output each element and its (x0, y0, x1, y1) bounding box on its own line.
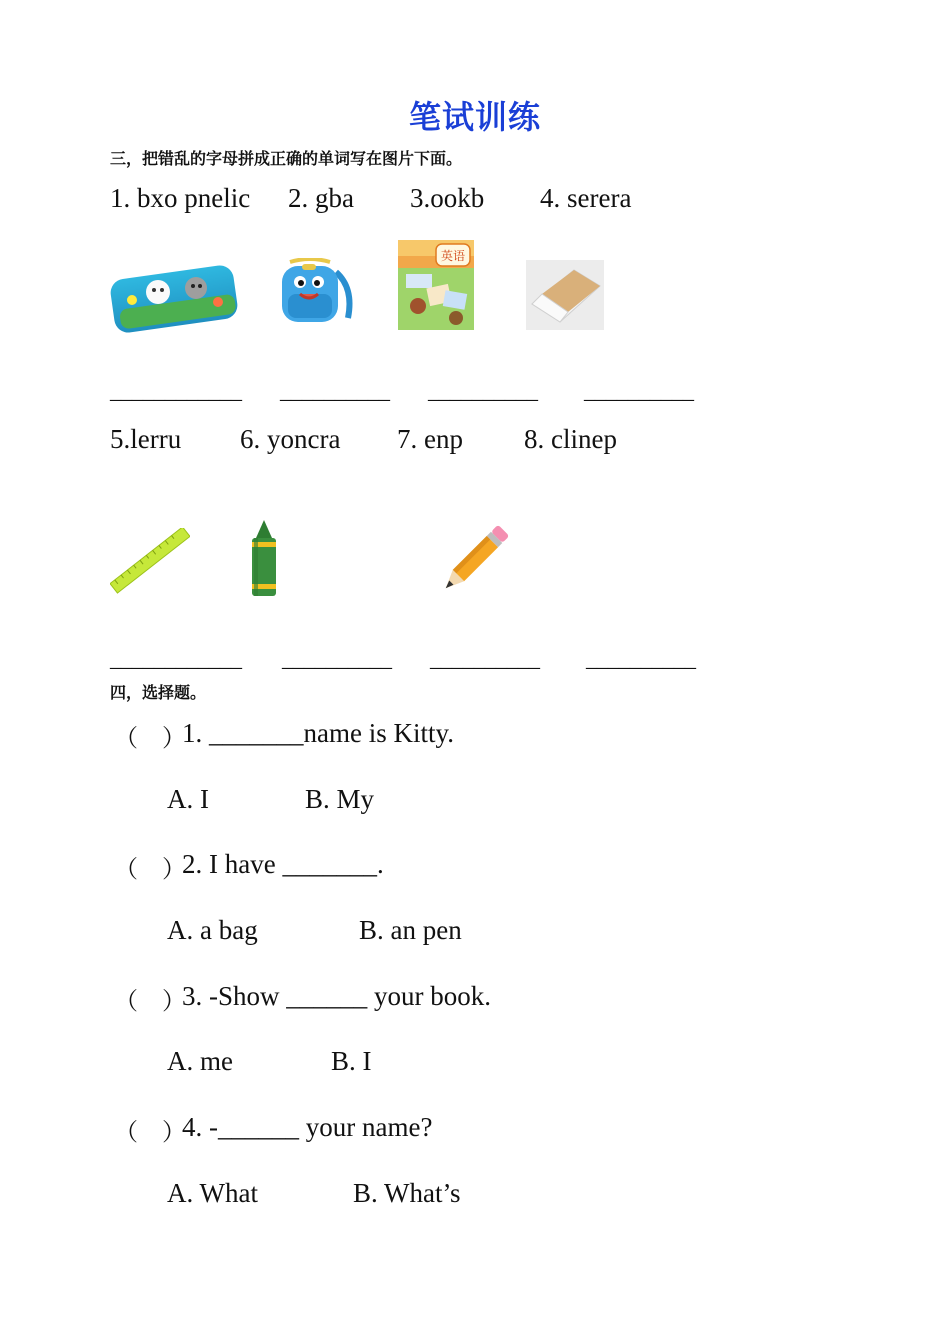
answer-paren-1[interactable]: （ ） (114, 726, 186, 752)
answer-blank-8[interactable]: __________ (586, 646, 696, 671)
answer-blank-3[interactable]: __________ (428, 378, 538, 403)
q3-option-a: A. me (167, 1046, 233, 1076)
question-2: 2. I have _______. (182, 849, 384, 879)
word-7: 7. enp (397, 424, 463, 454)
pencil-image (436, 520, 512, 600)
q1-option-b: B. My (305, 784, 375, 814)
answer-blank-6[interactable]: __________ (282, 646, 392, 671)
question-4: 4. -______ your name? (182, 1112, 433, 1142)
eraser-image (526, 260, 604, 330)
q2-option-a: A. a bag (167, 915, 258, 945)
pencil-case-image (110, 262, 240, 334)
answer-blank-5[interactable]: ____________ (110, 646, 242, 671)
word-6: 6. yoncra (240, 424, 341, 454)
word-3: 3.ookb (410, 183, 485, 213)
book-image (398, 240, 474, 330)
question-1: 1. _______name is Kitty. (182, 718, 454, 748)
q4-option-a: A. What (167, 1178, 258, 1208)
answer-paren-2[interactable]: （ ） (114, 857, 186, 883)
ruler-image (110, 528, 190, 594)
book-cover-text: 英语 (440, 249, 466, 263)
word-4: 4. serera (540, 183, 632, 213)
answer-blank-2[interactable]: __________ (280, 378, 390, 403)
backpack-image (276, 258, 358, 326)
answer-blank-4[interactable]: __________ (584, 378, 694, 403)
q2-option-b: B. an pen (359, 915, 462, 945)
section-3-heading: 三，把错乱的字母拼成正确的单词写在图片下面。 (110, 149, 463, 168)
question-3: 3. -Show ______ your book. (182, 981, 491, 1011)
q1-option-a: A. I (167, 784, 209, 814)
answer-blank-7[interactable]: __________ (430, 646, 540, 671)
page-title: 笔试训练 (408, 98, 541, 136)
crayon-image (246, 520, 282, 598)
q4-option-b: B. What’s (353, 1178, 461, 1208)
section-4-heading: 四，选择题。 (110, 683, 207, 702)
q3-option-b: B. I (331, 1046, 372, 1076)
word-5: 5.lerru (110, 424, 182, 454)
word-8: 8. clinep (524, 424, 617, 454)
word-2: 2. gba (288, 183, 354, 213)
answer-paren-3[interactable]: （ ） (114, 989, 186, 1015)
answer-paren-4[interactable]: （ ） (114, 1120, 186, 1146)
answer-blank-1[interactable]: ____________ (110, 378, 242, 403)
word-1: 1. bxo pnelic (110, 183, 251, 213)
